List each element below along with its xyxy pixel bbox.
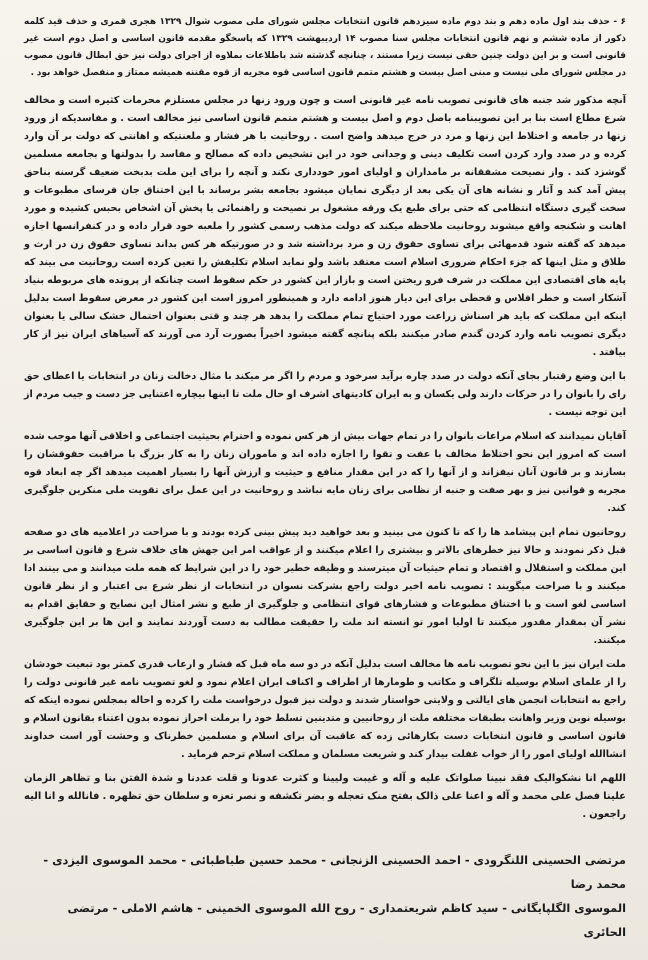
paragraph-item-6: ۶ - حذف بند اول ماده دهم و بند دوم ماده سیزدهم قانون انتخابات مجلس شورای ملی مصوب شوال ۱۳۲۹ هجری قمری و حذف قید کلمه ذکور از ماده ششم و نهم قانون انتخابات مجلس سنا مصوب ۱۴ اردیبهشت ۱۳۲۹ که پاسخگو مقدمه قانون اساسی و اصل دوم است غیر قانونی است و بر این دولت چنین حقی نیست زیرا مستند ، چنانچه گذشته شد باطلاعات بملاوه از اجرای دولت نیز حق ابطال قانون مصوب در مجلس شورای ملی نیست و مبنی اصل بیست و هشتم متمم قانون اساسی قوه مجریه از قوه مقننه همیشه ممتاز و منفصل خواهد بود . bbox=[24, 17, 627, 78]
paragraph-government-action: با این وضع رقتبار بجای آنکه دولت در صدد چاره برآید سرخود و مردم را اگر مر میکند با مثال دخالت زنان در انتخابات یا اعطای حق رای را بانوان را در حرکات دارند ولی یکسان و به ایران کادیتهای اشرف او حال ملت تا اینها بیچاره اعتنایی جز دست و جیب مردم از این توجه نیست . bbox=[24, 371, 626, 418]
paragraph-nation-opposition: ملت ایران نیز با این نحو تصویب نامه ها مخالف است بدلیل آنکه در دو سه ماه قبل که فشار و ارعاب قدری کمتر بود تبعیت خودشان را از علمای اسلام بوسیله تلگراف و مکاتب و طومارها از اطراف و اکناف ایران اعلام نمود و لغو تصویب نامه غیر قانونی دولت را راجع به انتخابات انجمن های ایالتی و ولایتی خواستار شدند و دولت نیز قبول درخواست ملت را کرده و احاله بمجلس نموده اینکه که بوسیله نوین وزیر واهانت بطبقات مختلفه ملت از روحانیین و متدینین تسلط خود را برملت احراز نموده بدون اعتناء بقانون اسلام و قانون اساسی و قانون انتخابات دست بکارهائی زده که عاقبت آن برای اسلام و مسلمین خطرناک و وحشت آور است خداوند انشاالله اولیای امور را از خواب غفلت بیدار کند و شریعت مسلمان و مملکت اسلام ترحم فرماید . bbox=[24, 659, 626, 760]
paragraph-islam-women: آقایان نمیدانند که اسلام مراعات بانوان را در تمام جهات بیش از هر کس نموده و احترام بحیثیت اجتماعی و اخلاقی آنها موجب شده است که امروز این نحو اختلاط مخالف با عفت و تقوا را اجازه داده اند و ماموران زنان را به کار بزرگ با مراقبت حقوقشان را بسازند و بر قانون آنان نیفزاند و از آنها را که در این مقدار منافع و حیثیت و ارزش آنها را بسیار اهمیت میدهد اگر چه ابعاد قوه مجریه و قوانین نیز و بهر صفت و جنبه از نظامی برای زنان مایه نباشد و روحانیت در این عمل برای تقویت ملی منکرین جلوگیری کند. bbox=[24, 431, 626, 514]
closing-prayer: اللهم انا نشکوالیک فقد نبینا صلواتک علیه و آله و غیبت ولیینا و کثرت عدونا و قلت عددنا و شدة الفتن بنا و تظاهر الزمان علینا فصل علی محمد و آله و اعنا علی ذالک بفتح منک تعجله و بضر تکشفه و نصر تعزه و سلطان حق تظهره . فانالله و انا الیه راجعون . bbox=[24, 773, 626, 820]
paragraph-clergy-warning: روحانیون تمام این پیشامد ها را که تا کنون می بینید و بعد خواهید دید پیش بینی کرده بودند و با صراحت در اعلامیه های دو صفحه قبل ذکر نمودند و حالا نیز خطرهای بالاتر و بیشتری را اعلام میکنند و از عواقب امر این جهش های خلاف شرع و قانون اساسی بر این مملکت و استقلال و اقتصاد و تمام حیثیات آن میترسند و وظیفه خطیر خود را در این شرایط که همه ملت میدانند و می بینند ادا میکنند و با صراحت میگویند : تصویب نامه اخیر دولت راجع بشرکت نسوان در انتخابات از نظر شرع بی اعتبار و از نظر قانون اساسی لغو است و با اختناق مطبوعات و فشارهای قوای انتظامی و جلوگیری از طبع و نشر امثال این نصایح و حقایق اقدام به نشر آن بمقدار مقدور میکنند تا اولیا امور تو انسته اند ملت را حقیقت مطالب به دست آوردند نمایند و این ها بر این جلوگیری میکنند. bbox=[24, 527, 626, 646]
paragraph-legal-objections: آنچه مذکور شد جنبه های قانونی تصویب نامه غیر قانونی است و چون ورود زنها در مجلس مستلزم محرمات کثیره است و مخالف شرع مطاع است بنا بر این تصویبنامه باصل دوم و اصل بیست و هشتم متمم قانون اساسی نیز مخالف است . و مفاسدیکه از ورود زنها در جامعه و اختلاط این زنها و مرد در خرج میدهد واضح است . روحانیت با هر فشار و ملعنتیکه و اهانتی که دولت بر آن وارد کرده و در صدد وارد کردن است تکلیف دینی و وجدانی خود در این تشخیص داده که مصالح و مفاسد را بدولتها و بجامعه مسلمین گوشزد کند . واز نصیحت مشفقانه بر مامداران و اولیای امور خودداری نکند و آنچه را برای این ملت بدبخت ضعیف گرسنه بناحق پیش آمد کند و آثار و نشانه های آن یکی بعد از دیگری نمایان میشود بجامعه بشر برساند با این اختناق جان فرسای مطبوعات و سخت گیری دستگاه انتظامی که حتی برای طبع یک ورقه مشغول بر نصیحت و راهنمائی یا پخش آن اشخاص بحبس کشیده و مورد اهانت و شکنجه واقع میشوند روحانیت ملاحظه میکند که دولت مذهب رسمی کشور را ملعبه خود قرار داده و در کنفرانسها اجازه میدهد که گفته شود قدمهائی برای تساوی حقوق زن و مرد برداشته شد و در صورتیکه هر کس بداند تساوی حقوق زن در ارث و طلاق و مثل اینها که جزء احکام ضروری اسلام است معتقد باشد ولو نماید اسلام تکلیفش را تعین کرده است روحانیت می بیند که پایه های اقتصادی این مملکت در شرف فرو ریختن است و بازار این کشور در حکم سقوط است چنانکه از پرونده های مربوطه بنیاد آشکار است و خطر افلاس و قحطی برای این دیار هنوز ادامه دارد و همینطور امروز است این کشور در معرض سقوط است بدلیل اینکه این مملکت که باید هر اسناش زراعت مورد احتیاج تمام مملکت را بدهد هر چند و قتی بعنوان احتمال خشک سالی یا بعنوان دیگری تصویب نامه وارد کردن گندم صادر میکنند بلکه پنانچه گفته میشود اخیراً بصورت آرد می آورند که آسیاهای ایران نیز از کار بیافتد . bbox=[24, 95, 626, 358]
signatories-line-1: مرتضی الحسینی اللنگرودی - احمد الحسینی الزنجانی - محمد حسین طباطبائی - محمد الموسوی الیزدی - محمد رضا bbox=[43, 853, 626, 891]
signatories-block bbox=[24, 848, 626, 944]
paragraph-gap bbox=[24, 82, 626, 92]
document-body bbox=[24, 14, 626, 944]
signatories-line-2: الموسوی الگلپایگانی - سید کاظم شریعتمداری - روح الله الموسوی الخمینی - هاشم الاملی - مرتضی الحائری bbox=[67, 901, 626, 939]
